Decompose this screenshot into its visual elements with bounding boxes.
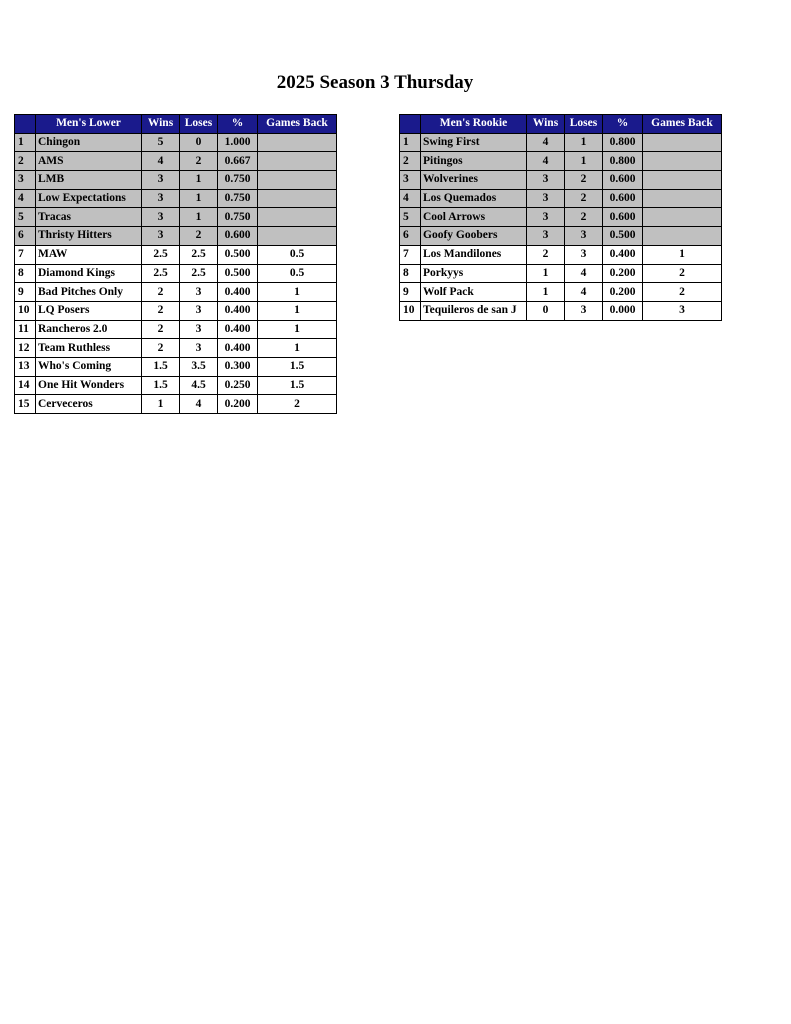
division-header: Men's Lower [36,115,142,134]
rank-cell: 3 [15,171,36,190]
rank-cell: 9 [400,283,421,302]
games-back-cell: 0.5 [258,245,337,264]
loses-header: Loses [180,115,218,134]
loses-cell: 2 [565,189,603,208]
loses-cell: 2.5 [180,245,218,264]
wins-cell: 1 [142,395,180,414]
table-row [15,301,337,320]
pct-cell: 1.000 [218,133,258,152]
rank-cell: 7 [400,245,421,264]
table-header-row [15,115,337,134]
wins-cell: 2.5 [142,264,180,283]
team-name-cell: Who's Coming [36,357,142,376]
rank-cell: 2 [15,152,36,171]
pct-header: % [603,115,643,134]
pct-cell: 0.400 [218,320,258,339]
wins-header: Wins [527,115,565,134]
rank-cell: 5 [15,208,36,227]
team-name-cell: LQ Posers [36,301,142,320]
page-title: 2025 Season 3 Thursday [276,72,474,93]
loses-cell: 4 [565,264,603,283]
pct-cell: 0.200 [218,395,258,414]
wins-cell: 3 [142,171,180,190]
team-name-cell: Swing First [421,133,527,152]
pct-cell: 0.200 [603,264,643,283]
games-back-cell: 1 [258,320,337,339]
rank-cell: 4 [400,189,421,208]
pct-cell: 0.600 [603,208,643,227]
rank-cell: 14 [15,376,36,395]
table-row [15,152,337,171]
games-back-cell: 1 [258,339,337,358]
team-name-cell: Tracas [36,208,142,227]
table-row [15,395,337,414]
team-name-cell: Los Quemados [421,189,527,208]
pct-cell: 0.400 [603,245,643,264]
table-row [15,245,337,264]
games-back-cell: 2 [643,264,722,283]
table-row [400,301,722,320]
wins-cell: 3 [142,227,180,246]
rank-cell: 9 [15,283,36,302]
rank-cell: 5 [400,208,421,227]
rank-cell: 6 [400,227,421,246]
team-name-cell: Goofy Goobers [421,227,527,246]
games-back-cell: 1 [258,301,337,320]
table-row [15,189,337,208]
wins-cell: 2 [142,301,180,320]
loses-cell: 2 [180,152,218,171]
games-back-cell: 1.5 [258,376,337,395]
loses-cell: 3 [180,320,218,339]
loses-cell: 4.5 [180,376,218,395]
loses-cell: 3 [180,301,218,320]
games-back-cell: 3 [643,301,722,320]
loses-cell: 1 [180,171,218,190]
wins-cell: 3 [142,208,180,227]
rank-cell: 10 [15,301,36,320]
games-back-cell [258,227,337,246]
rank-cell: 2 [400,152,421,171]
games-back-cell [258,189,337,208]
pct-cell: 0.750 [218,208,258,227]
loses-cell: 1 [565,133,603,152]
table-row [15,283,337,302]
table-row [15,133,337,152]
wins-cell: 3 [527,208,565,227]
team-name-cell: AMS [36,152,142,171]
loses-cell: 3 [565,227,603,246]
loses-cell: 3 [565,301,603,320]
table-row [400,189,722,208]
wins-cell: 2 [142,283,180,302]
wins-cell: 1 [527,283,565,302]
wins-cell: 4 [527,133,565,152]
games-back-cell [258,208,337,227]
rank-cell: 8 [15,264,36,283]
mens-lower-standings-table [14,114,337,414]
wins-cell: 3 [527,227,565,246]
wins-cell: 3 [142,189,180,208]
team-name-cell: Wolf Pack [421,283,527,302]
mens-rookie-standings-table [399,114,722,321]
rank-cell: 6 [15,227,36,246]
table-row [15,171,337,190]
table-row [400,171,722,190]
loses-cell: 1 [180,208,218,227]
pct-cell: 0.600 [218,227,258,246]
loses-cell: 2 [180,227,218,246]
pct-cell: 0.800 [603,133,643,152]
table-row [400,264,722,283]
table-row [400,152,722,171]
team-name-cell: Cool Arrows [421,208,527,227]
wins-cell: 0 [527,301,565,320]
loses-cell: 3 [180,283,218,302]
table-row [15,357,337,376]
table-row [15,264,337,283]
wins-header: Wins [142,115,180,134]
team-name-cell: Cerveceros [36,395,142,414]
games-back-cell: 1 [643,245,722,264]
loses-cell: 3 [565,245,603,264]
team-name-cell: Tequileros de san J [421,301,527,320]
rank-cell: 7 [15,245,36,264]
rank-cell: 4 [15,189,36,208]
wins-cell: 1 [527,264,565,283]
games-back-header: Games Back [643,115,722,134]
wins-cell: 1.5 [142,376,180,395]
wins-cell: 2 [142,320,180,339]
loses-cell: 3.5 [180,357,218,376]
pct-cell: 0.500 [218,264,258,283]
team-name-cell: LMB [36,171,142,190]
team-name-cell: Wolverines [421,171,527,190]
wins-cell: 3 [527,189,565,208]
loses-cell: 2 [565,171,603,190]
wins-cell: 4 [527,152,565,171]
rank-cell: 8 [400,264,421,283]
pct-cell: 0.600 [603,189,643,208]
games-back-cell: 1.5 [258,357,337,376]
wins-cell: 1.5 [142,357,180,376]
games-back-cell [643,133,722,152]
team-name-cell: Rancheros 2.0 [36,320,142,339]
games-back-cell [258,171,337,190]
table-row [400,245,722,264]
loses-cell: 2 [565,208,603,227]
table-row [15,339,337,358]
table-row [15,376,337,395]
loses-cell: 4 [565,283,603,302]
pct-cell: 0.500 [218,245,258,264]
games-back-cell [643,208,722,227]
pct-cell: 0.667 [218,152,258,171]
loses-cell: 3 [180,339,218,358]
rank-cell: 10 [400,301,421,320]
pct-cell: 0.400 [218,301,258,320]
team-name-cell: Pitingos [421,152,527,171]
games-back-header: Games Back [258,115,337,134]
pct-cell: 0.200 [603,283,643,302]
games-back-cell [643,189,722,208]
games-back-cell: 2 [258,395,337,414]
rank-cell: 13 [15,357,36,376]
pct-cell: 0.800 [603,152,643,171]
games-back-cell [643,227,722,246]
team-name-cell: Bad Pitches Only [36,283,142,302]
games-back-cell [258,133,337,152]
team-name-cell: Team Ruthless [36,339,142,358]
rank-cell: 11 [15,320,36,339]
loses-cell: 0 [180,133,218,152]
rank-cell: 3 [400,171,421,190]
rank-header [15,115,36,134]
table-row [15,227,337,246]
wins-cell: 4 [142,152,180,171]
rank-cell: 1 [15,133,36,152]
loses-cell: 1 [180,189,218,208]
loses-cell: 4 [180,395,218,414]
wins-cell: 2 [142,339,180,358]
table-row [400,283,722,302]
wins-cell: 3 [527,171,565,190]
table-row [15,208,337,227]
table-row [400,227,722,246]
team-name-cell: Low Expectations [36,189,142,208]
games-back-cell [258,152,337,171]
loses-cell: 2.5 [180,264,218,283]
pct-cell: 0.000 [603,301,643,320]
games-back-cell [643,152,722,171]
team-name-cell: Diamond Kings [36,264,142,283]
pct-cell: 0.500 [603,227,643,246]
rank-cell: 15 [15,395,36,414]
division-header: Men's Rookie [421,115,527,134]
games-back-cell: 0.5 [258,264,337,283]
pct-cell: 0.600 [603,171,643,190]
pct-cell: 0.750 [218,189,258,208]
rank-header [400,115,421,134]
wins-cell: 5 [142,133,180,152]
games-back-cell: 2 [643,283,722,302]
table-row [15,320,337,339]
wins-cell: 2 [527,245,565,264]
pct-header: % [218,115,258,134]
team-name-cell: Porkyys [421,264,527,283]
table-row [400,133,722,152]
team-name-cell: Los Mandilones [421,245,527,264]
rank-cell: 12 [15,339,36,358]
games-back-cell: 1 [258,283,337,302]
pct-cell: 0.250 [218,376,258,395]
pct-cell: 0.750 [218,171,258,190]
games-back-cell [643,171,722,190]
rank-cell: 1 [400,133,421,152]
wins-cell: 2.5 [142,245,180,264]
team-name-cell: Chingon [36,133,142,152]
loses-cell: 1 [565,152,603,171]
loses-header: Loses [565,115,603,134]
table-header-row [400,115,722,134]
pct-cell: 0.400 [218,339,258,358]
team-name-cell: MAW [36,245,142,264]
pct-cell: 0.300 [218,357,258,376]
table-row [400,208,722,227]
team-name-cell: Thristy Hitters [36,227,142,246]
team-name-cell: One Hit Wonders [36,376,142,395]
pct-cell: 0.400 [218,283,258,302]
